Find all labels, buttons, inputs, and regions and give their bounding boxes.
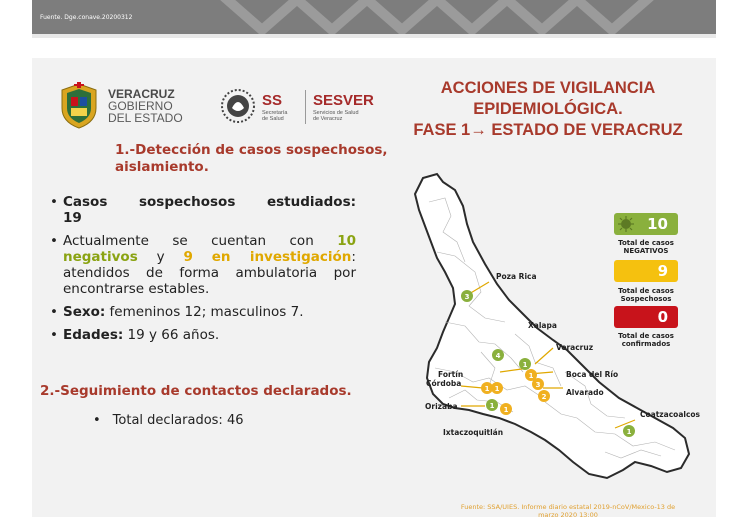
veracruz-coat-of-arms-icon — [56, 80, 102, 130]
marker-cordoba-2-label: 1 — [494, 385, 500, 393]
suspects-label-line2: Sospechosos — [620, 295, 672, 303]
marker-ixtaczoquitlan-label: 1 — [503, 406, 509, 414]
current-pre: Actualmente se cuentan con — [63, 233, 314, 249]
marker-veracruz-label: 1 — [522, 361, 528, 369]
bullet-studied — [50, 194, 356, 226]
sesver-line1: Servicios de Salud — [313, 110, 359, 116]
negatives-label-line1: Total de casos — [618, 239, 674, 247]
city-xalapa: Xalapa — [528, 321, 557, 330]
confirmed-box — [614, 306, 678, 328]
declared-bullet — [93, 413, 243, 428]
page-title — [398, 78, 698, 141]
marker-alvarado-label: 2 — [541, 393, 547, 401]
frame-right — [716, 0, 750, 517]
studied-label-3: estudiados: — [266, 194, 356, 210]
studied-value: 19 — [63, 210, 82, 226]
marker-boca-del-rio-2-label: 3 — [535, 381, 541, 389]
bullet-dot: • — [93, 413, 101, 428]
virus-icon — [618, 216, 634, 232]
city-ixtaczoquitlan: Ixtaczoquitlán — [443, 428, 504, 437]
title-line2: EPIDEMIOLÓGICA. — [473, 100, 623, 118]
sex-value: femeninos 12; masculinos 7. — [105, 304, 304, 320]
negatives-value: 10 — [647, 215, 668, 233]
section2-heading: 2.-Seguimiento de contactos declarados. — [40, 383, 352, 399]
city-veracruz: Veracruz — [556, 343, 594, 352]
confirmed-label-line2: confirmados — [621, 340, 671, 348]
footer-line2: marzo 2020 13:00 — [538, 511, 598, 517]
confirmed-value: 0 — [657, 308, 668, 326]
declared-text: Total declarados: 46 — [112, 413, 244, 428]
marker-xalapa-label: 4 — [495, 352, 501, 360]
ss-mark: SS — [262, 92, 283, 109]
mexico-eagle-seal-icon — [220, 86, 256, 126]
title-line3: FASE 1→ ESTADO DE VERACRUZ — [413, 121, 683, 139]
bullet-sex — [50, 304, 356, 320]
negatives-word: negativos — [63, 249, 138, 265]
negatives-num: 10 — [337, 233, 356, 249]
section1-heading — [115, 142, 445, 176]
footer-line1: Fuente: SSA/UIES. Informe diario estatal 2019-nCoV/Mexico-13 de — [460, 503, 676, 511]
city-alvarado: Alvarado — [566, 388, 604, 397]
ages-value: 19 y 66 años. — [123, 327, 220, 343]
suspects-label — [610, 287, 682, 303]
footer-source — [438, 503, 698, 517]
logo-divider — [305, 90, 306, 124]
sex-label: Sexo: — [63, 304, 106, 320]
marker-coatzacoalcos-label: 1 — [626, 428, 632, 436]
section1-heading-line2: aislamiento. — [115, 159, 209, 175]
bullet-current — [50, 233, 356, 297]
marker-poza-rica-label: 3 — [464, 293, 470, 301]
section1-heading-line1: 1.-Detección de casos sospechosos, — [115, 142, 388, 158]
ss-line1: Secretaría — [262, 110, 288, 116]
marker-boca-del-rio-label: 1 — [528, 372, 534, 380]
sesver-mark: SESVER — [313, 92, 374, 109]
investigation-num: 9 — [183, 249, 193, 265]
confirmed-label-line1: Total de casos — [618, 332, 674, 340]
top-banner — [32, 0, 716, 38]
source-note: Fuente. Dge.conave.20200312 — [40, 14, 133, 21]
suspects-value: 9 — [657, 262, 668, 280]
current-post: : atendidos de forma ambulatoria por encontrarse estables. — [63, 249, 356, 297]
and-word: y — [156, 249, 165, 265]
city-orizaba: Orizaba — [425, 402, 458, 411]
sesver-line2: de Veracruz — [313, 116, 343, 122]
studied-label-1: • Casos — [63, 194, 108, 210]
city-fortin: Fortín — [438, 370, 464, 379]
suspects-label-line1: Total de casos — [618, 287, 674, 295]
veracruz-line2: GOBIERNO — [108, 99, 173, 113]
marker-orizaba-label: 1 — [489, 402, 495, 410]
ss-line2: de Salud — [262, 116, 284, 122]
city-coatzacoalcos: Coatzacoalcos — [640, 410, 701, 419]
negatives-box — [614, 213, 678, 235]
studied-label-2: sospechosos — [138, 194, 236, 210]
title-line1: ACCIONES DE VIGILANCIA — [440, 79, 656, 97]
banner-pattern — [32, 0, 716, 38]
ss-subtitle — [262, 110, 287, 122]
city-cordoba: Córdoba — [426, 379, 462, 388]
bullet-list — [50, 194, 356, 350]
veracruz-line1: VERACRUZ — [108, 87, 175, 101]
bullet-ages — [50, 327, 356, 343]
veracruz-line3: DEL ESTADO — [108, 111, 183, 125]
city-boca-del-rio: Boca del Río — [566, 370, 619, 379]
confirmed-label — [610, 332, 682, 348]
frame-left — [0, 0, 32, 517]
marker-cordoba-1-label: 1 — [484, 385, 490, 393]
sesver-subtitle — [313, 110, 359, 122]
investigation-words: en investigación — [211, 249, 352, 265]
negatives-label — [610, 239, 682, 255]
ages-label: Edades: — [63, 327, 124, 343]
city-poza-rica: Poza Rica — [496, 272, 537, 281]
suspects-box — [614, 260, 678, 282]
negatives-label-line2: NEGATIVOS — [623, 247, 669, 255]
veracruz-wordmark — [108, 88, 183, 124]
